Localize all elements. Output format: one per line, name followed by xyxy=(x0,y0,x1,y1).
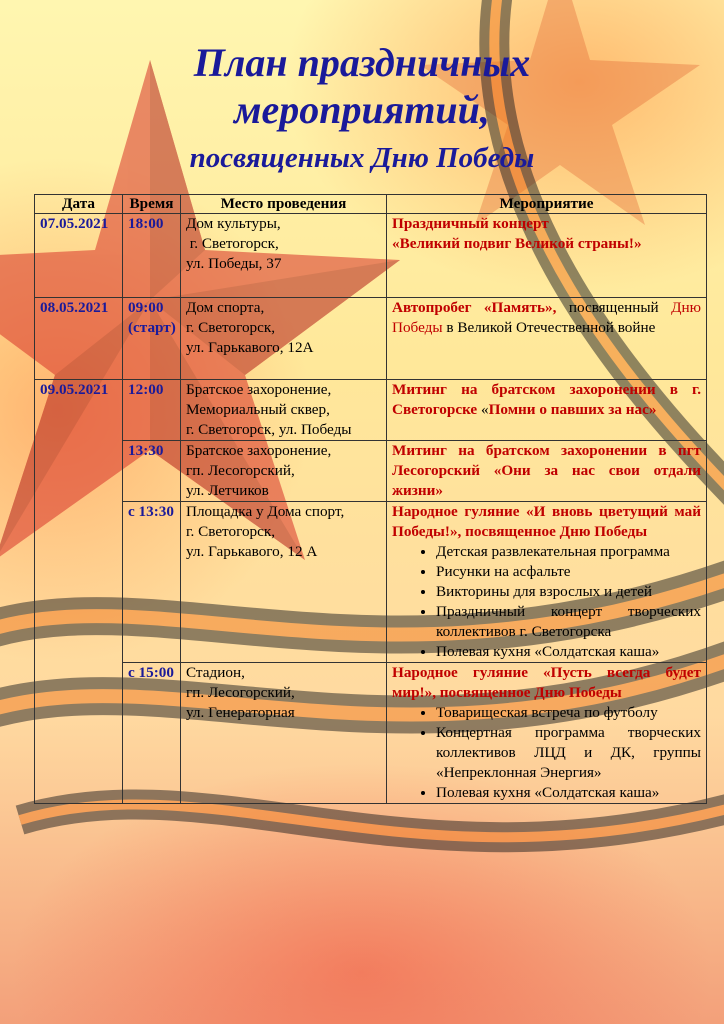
place-line: Братское захоронение, xyxy=(186,442,332,459)
header-place: Место проведения xyxy=(181,195,387,214)
place-line: ул. Летчиков xyxy=(186,482,269,499)
place-line: ул. Генераторная xyxy=(186,704,295,721)
event-title: Народное гуляние «И вновь цветущий май Победы!», посвященное Дню Победы xyxy=(392,503,701,540)
event-items-list xyxy=(392,542,701,662)
place-line: Площадка у Дома спорт, xyxy=(186,503,345,520)
schedule-table xyxy=(34,194,707,804)
title-line-3: посвященных Дню Победы xyxy=(189,142,535,174)
cell-place xyxy=(181,214,387,298)
event-title: Автопробег «Память», xyxy=(392,299,557,316)
place-line: гп. Лесогорский, xyxy=(186,462,295,479)
cell-event: Митинг на братском захоронении в пгт Лесогорский «Они за нас свои отдали жизни» xyxy=(387,441,707,502)
cell-date: 09.05.2021 xyxy=(35,380,123,804)
list-item: • Концертная программа творческих коллективов ЛЦД и ДК, группы «Непреклонная Энергия» xyxy=(436,723,701,783)
title-line-1: План праздничных xyxy=(193,40,531,85)
table-row xyxy=(35,298,707,380)
place-line: ул. Победы, 37 xyxy=(186,255,282,272)
title-line-2: мероприятий, xyxy=(234,87,490,132)
event-text: посвященный xyxy=(556,299,672,316)
cell-time: с 15:00 xyxy=(123,663,181,804)
cell-place xyxy=(181,380,387,441)
time-note: (старт) xyxy=(128,319,176,336)
place-line: Стадион, xyxy=(186,664,245,681)
header-event: Мероприятие xyxy=(387,195,707,214)
list-item: • Викторины для взрослых и детей xyxy=(436,582,701,602)
header-date: Дата xyxy=(35,195,123,214)
table-row xyxy=(35,441,707,502)
cell-time: 12:00 xyxy=(123,380,181,441)
list-item: • Детская развлекательная программа xyxy=(436,542,701,562)
list-item: • Товарищеская встреча по футболу xyxy=(436,703,701,723)
event-text: в Великой Отечественной войне xyxy=(442,319,656,336)
table-row xyxy=(35,502,707,663)
place-line: г. Светогорск, xyxy=(186,319,276,336)
cell-event xyxy=(387,663,707,804)
cell-time xyxy=(123,298,181,380)
header-time: Время xyxy=(123,195,181,214)
event-highlight: Дню Победы xyxy=(392,299,701,336)
place-line: ул. Гарькавого, 12А xyxy=(186,339,314,356)
cell-time: с 13:30 xyxy=(123,502,181,663)
cell-place xyxy=(181,298,387,380)
place-line: Дом спорта, xyxy=(186,299,265,316)
list-item: • Рисунки на асфальте xyxy=(436,562,701,582)
place-line: г. Светогорск, ул. Победы xyxy=(186,421,352,438)
event-title: «Великий подвиг Великой страны!» xyxy=(392,235,642,252)
table-header-row xyxy=(35,195,707,214)
cell-time: 18:00 xyxy=(123,214,181,298)
cell-place xyxy=(181,663,387,804)
table-row xyxy=(35,380,707,441)
place-line: ул. Гарькавого, 12 А xyxy=(186,543,318,560)
list-item: • Полевая кухня «Солдатская каша» xyxy=(436,642,701,662)
list-item: • Праздничный концерт творческих коллективов г. Светогорска xyxy=(436,602,701,642)
table-row xyxy=(35,663,707,804)
cell-event xyxy=(387,502,707,663)
place-line: Братское захоронение, xyxy=(186,381,332,398)
event-title: Народное гуляние «Пусть всегда будет мир!», посвященное Дню Победы xyxy=(392,664,701,701)
event-items-list xyxy=(392,703,701,803)
place-line: г. Светогорск, xyxy=(186,523,276,540)
cell-date: 07.05.2021 xyxy=(35,214,123,298)
place-line: г. Светогорск, xyxy=(186,235,279,252)
list-item: • Полевая кухня «Солдатская каша» xyxy=(436,783,701,803)
cell-event xyxy=(387,298,707,380)
cell-time: 13:30 xyxy=(123,441,181,502)
cell-event xyxy=(387,214,707,298)
cell-date: 08.05.2021 xyxy=(35,298,123,380)
time-value: 09:00 xyxy=(128,299,164,316)
cell-place xyxy=(181,502,387,663)
event-title: Праздничный концерт xyxy=(392,215,549,232)
place-line: Дом культуры, xyxy=(186,215,281,232)
place-line: гп. Лесогорский, xyxy=(186,684,295,701)
table-row xyxy=(35,214,707,298)
event-title: Митинг на братском захоронении в г. Светогорске xyxy=(392,381,701,418)
event-title: Помни о павших за нас» xyxy=(488,401,657,418)
place-line: Мемориальный сквер, xyxy=(186,401,330,418)
cell-place xyxy=(181,441,387,502)
event-text: « xyxy=(477,401,489,418)
cell-event xyxy=(387,380,707,441)
